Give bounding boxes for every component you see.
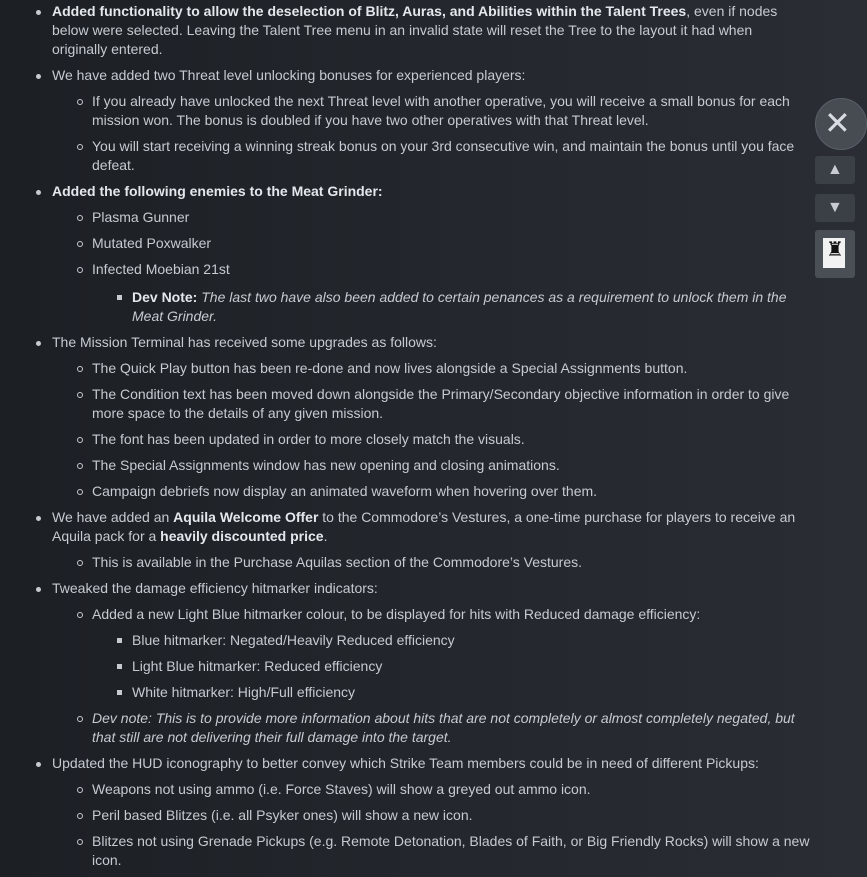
item-text: to the Commodore’s Vestures, a one-time purchase for players to receive an Aquila pack for a — [52, 509, 796, 544]
item-text: Added a new Light Blue hitmarker colour, to be displayed for hits with Reduced damage efficiency: — [92, 606, 701, 622]
hitmarker-item: Blue hitmarker: Negated/Heavily Reduced efficiency — [92, 631, 810, 650]
bold-text: Added the following enemies to the Meat Grinder: — [52, 183, 383, 199]
list-item — [0, 66, 830, 175]
bold-text: Added functionality to allow the deselection of Blitz, Auras, and Abilities within the Talent Trees — [52, 3, 687, 19]
scroll-up-button[interactable] — [815, 156, 855, 184]
sub-list — [52, 92, 810, 175]
sub-list-item: The Quick Play button has been re-done and now lives alongside a Special Assignments button. — [52, 359, 810, 378]
sub-list-item: The Condition text has been moved down alongside the Primary/Secondary objective information in order to give more space to the details of any given mission. — [52, 385, 810, 423]
thumbnail-image — [823, 238, 845, 268]
item-text: We have added two Threat level unlocking bonuses for experienced players: — [52, 67, 526, 83]
item-text: We have added an — [52, 509, 174, 525]
dev-note-label: Dev Note: — [132, 289, 198, 305]
sub-sub-list — [92, 631, 810, 702]
list-item — [0, 754, 830, 870]
sub-list-item — [52, 605, 810, 702]
sub-list — [52, 208, 810, 326]
close-icon: ✕ — [824, 105, 851, 141]
game-thumbnail[interactable] — [815, 230, 855, 278]
dev-note — [92, 288, 810, 326]
item-text: . — [323, 528, 328, 544]
item-text: The Mission Terminal has received some upgrades as follows: — [52, 334, 437, 350]
patch-notes-list — [0, 2, 830, 870]
bold-text: heavily discounted price — [160, 528, 324, 544]
scroll-down-button[interactable] — [815, 194, 855, 222]
sub-list-item: Peril based Blitzes (i.e. all Psyker ones) will show a new icon. — [52, 806, 810, 825]
item-text: Tweaked the damage efficiency hitmarker indicators: — [52, 580, 378, 596]
sub-list-item: Mutated Poxwalker — [52, 234, 810, 253]
caret-up-icon: ▲ — [827, 161, 843, 178]
sub-list-item: Plasma Gunner — [52, 208, 810, 227]
sub-list — [52, 359, 810, 501]
sub-list-item: Weapons not using ammo (i.e. Force Staves) will show a greyed out ammo icon. — [52, 780, 810, 799]
list-item — [0, 182, 830, 326]
sub-list — [52, 605, 810, 747]
hitmarker-item: Light Blue hitmarker: Reduced efficiency — [92, 657, 810, 676]
hitmarker-item: White hitmarker: High/Full efficiency — [92, 683, 810, 702]
item-text: Infected Moebian 21st — [92, 261, 230, 277]
sub-list-item: If you already have unlocked the next Threat level with another operative, you will receive a small bonus for each mission won. The bonus is doubled if you have two other operatives with that Threat level. — [52, 92, 810, 130]
dev-note-text: The last two have also been added to certain penances as a requirement to unlock them in the Meat Grinder. — [132, 289, 787, 324]
item-text: Updated the HUD iconography to better convey which Strike Team members could be in need of different Pickups: — [52, 755, 759, 771]
skull-icon: ♜ — [826, 239, 844, 261]
sub-list — [52, 780, 810, 870]
list-item — [0, 579, 830, 747]
sub-list-item: This is available in the Purchase Aquilas section of the Commodore’s Vestures. — [52, 553, 810, 572]
dev-note-text: Dev note: This is to provide more information about hits that are not completely or almost completely negated, but that still are not delivering their full damage into the target. — [92, 710, 795, 745]
sub-list-item: Blitzes not using Grenade Pickups (e.g. Remote Detonation, Blades of Faith, or Big Friendly Rocks) will show a new icon. — [52, 832, 810, 870]
sub-list-item: The Special Assignments window has new opening and closing animations. — [52, 456, 810, 475]
sub-list-item: Campaign debriefs now display an animated waveform when hovering over them. — [52, 482, 810, 501]
caret-down-icon: ▼ — [827, 199, 843, 216]
list-item — [0, 2, 830, 59]
list-item — [0, 508, 830, 572]
item-text: , even if nodes below were selected. Leaving the Talent Tree menu in an invalid state will reset the Tree to the layout it had when originally entered. — [52, 3, 778, 57]
sub-list-item: The font has been updated in order to more closely match the visuals. — [52, 430, 810, 449]
close-button[interactable] — [815, 98, 867, 150]
sub-sub-list — [92, 288, 810, 326]
sub-list-item — [52, 260, 810, 326]
sub-list — [52, 553, 810, 572]
bold-text: Aquila Welcome Offer — [173, 509, 319, 525]
sub-list-item — [52, 709, 810, 747]
list-item — [0, 333, 830, 501]
sub-list-item: You will start receiving a winning streak bonus on your 3rd consecutive win, and maintain the bonus until you face defeat. — [52, 137, 810, 175]
